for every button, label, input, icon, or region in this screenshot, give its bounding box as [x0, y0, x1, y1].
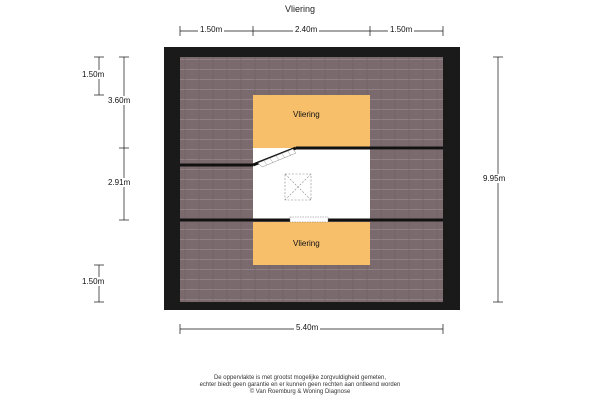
room-label-bottom: Vliering	[293, 239, 320, 248]
dim-right-label: 9.95m	[483, 174, 506, 183]
footer-line-1: De oppervlakte is met grootst mogelijke zorgvuldigheid gemeten,	[213, 375, 387, 381]
dim-left-1-label: 1.50m	[82, 70, 105, 79]
dim-bottom-label: 5.40m	[296, 323, 319, 332]
footer-line-3: © Van Roemburg & Woning Diagnose	[249, 389, 351, 395]
dim-top-middle-label: 2.40m	[295, 25, 318, 34]
page-title: Vliering	[284, 4, 315, 14]
dim-left-3-label: 2.91m	[108, 178, 131, 187]
footer-line-2: echter biedt geen garantie en er kunnen geen rechten aan ontleend worden	[199, 382, 401, 388]
dim-top-right-label: 1.50m	[390, 25, 413, 34]
footer-disclaimer	[0, 375, 600, 396]
stair-opening	[290, 217, 328, 222]
dim-left-4-label: 1.50m	[82, 277, 105, 286]
room-label-top: Vliering	[293, 110, 320, 119]
dim-left-2-label: 3.60m	[108, 96, 131, 105]
dim-top-left-label: 1.50m	[200, 25, 223, 34]
